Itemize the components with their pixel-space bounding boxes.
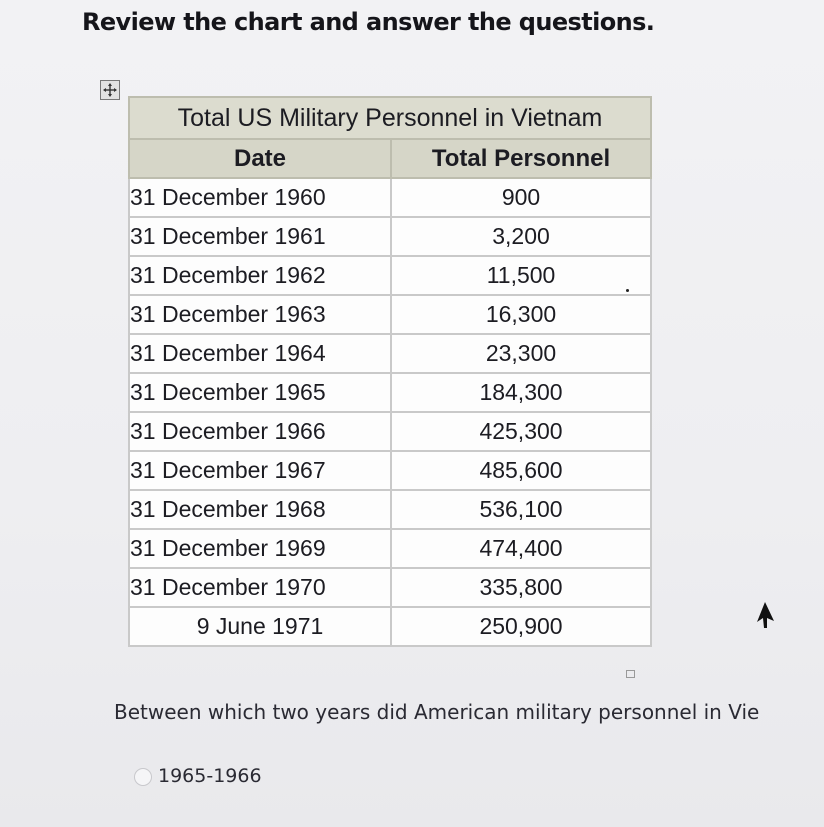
personnel-cell: 536,100 <box>391 490 651 529</box>
table-row <box>129 334 651 373</box>
date-cell: 31 December 1969 <box>129 529 391 568</box>
date-cell: 31 December 1963 <box>129 295 391 334</box>
table-row <box>129 490 651 529</box>
date-cell: 31 December 1961 <box>129 217 391 256</box>
personnel-cell: 425,300 <box>391 412 651 451</box>
table-row <box>129 295 651 334</box>
table-resize-handle[interactable] <box>626 670 635 678</box>
table-row <box>129 451 651 490</box>
answer-radio-1965-1966[interactable] <box>134 768 152 786</box>
date-cell: 31 December 1968 <box>129 490 391 529</box>
personnel-table-container <box>128 96 652 647</box>
question-text: Between which two years did American military personnel in Vie <box>114 700 760 724</box>
stray-dot <box>626 289 629 292</box>
table-row <box>129 607 651 646</box>
table-row <box>129 412 651 451</box>
personnel-cell: 335,800 <box>391 568 651 607</box>
table-row <box>129 256 651 295</box>
date-cell: 31 December 1964 <box>129 334 391 373</box>
table-caption-row <box>129 97 651 139</box>
column-header-date: Date <box>129 139 391 178</box>
move-icon <box>103 83 117 97</box>
personnel-table <box>128 96 652 647</box>
personnel-cell: 23,300 <box>391 334 651 373</box>
page-heading: Review the chart and answer the questions. <box>82 8 655 36</box>
answer-label-1965-1966[interactable]: 1965-1966 <box>158 765 262 787</box>
table-row <box>129 568 651 607</box>
personnel-cell: 250,900 <box>391 607 651 646</box>
personnel-cell: 900 <box>391 178 651 217</box>
date-cell: 31 December 1966 <box>129 412 391 451</box>
table-row <box>129 178 651 217</box>
personnel-cell: 184,300 <box>391 373 651 412</box>
personnel-cell: 11,500 <box>391 256 651 295</box>
date-cell: 9 June 1971 <box>129 607 391 646</box>
date-cell: 31 December 1962 <box>129 256 391 295</box>
date-cell: 31 December 1965 <box>129 373 391 412</box>
personnel-cell: 485,600 <box>391 451 651 490</box>
personnel-cell: 474,400 <box>391 529 651 568</box>
table-row <box>129 217 651 256</box>
date-cell: 31 December 1967 <box>129 451 391 490</box>
table-row <box>129 529 651 568</box>
date-cell: 31 December 1960 <box>129 178 391 217</box>
column-header-total-personnel: Total Personnel <box>391 139 651 178</box>
date-cell: 31 December 1970 <box>129 568 391 607</box>
personnel-cell: 3,200 <box>391 217 651 256</box>
mouse-pointer-icon <box>754 600 778 630</box>
table-row <box>129 373 651 412</box>
table-move-handle[interactable] <box>100 80 120 100</box>
table-header-row <box>129 139 651 178</box>
personnel-cell: 16,300 <box>391 295 651 334</box>
table-caption: Total US Military Personnel in Vietnam <box>129 97 651 139</box>
